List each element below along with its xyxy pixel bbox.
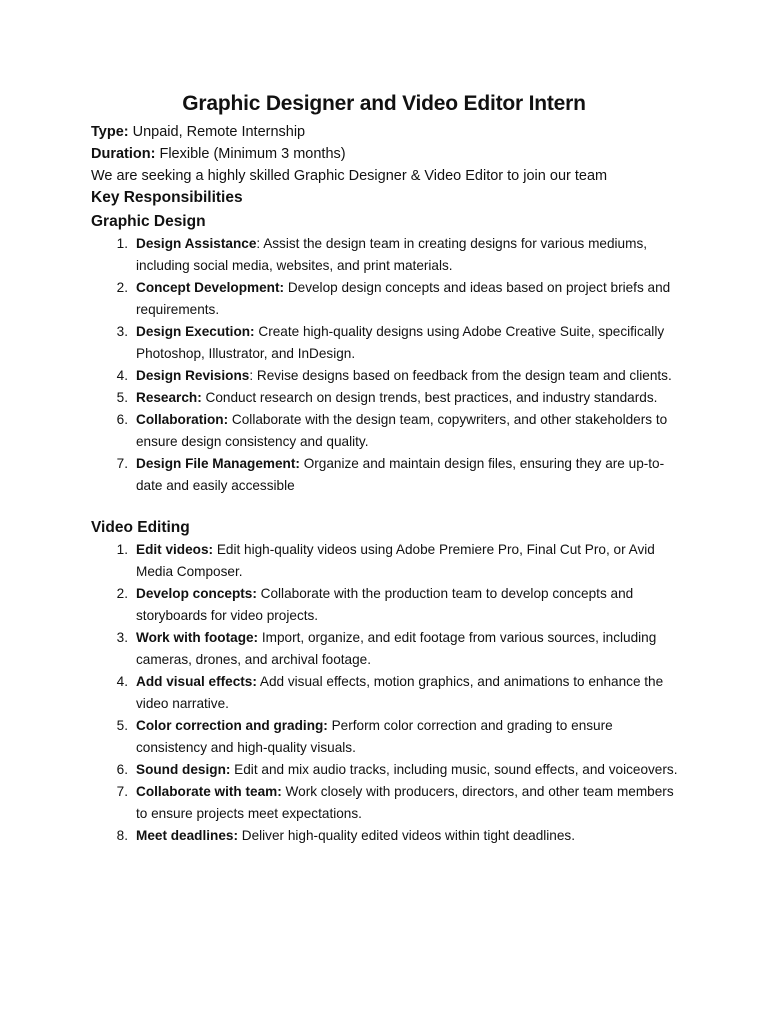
item-number: 6. xyxy=(116,762,128,777)
item-title: Add visual effects: xyxy=(136,674,257,689)
item-number: 5. xyxy=(116,390,128,405)
duration-label: Duration: xyxy=(91,146,156,162)
item-number: 3. xyxy=(116,630,128,645)
item-number: 4. xyxy=(116,674,128,689)
item-number: 1. xyxy=(116,542,128,557)
item-title: Design Revisions xyxy=(136,368,250,383)
item-title: Collaboration: xyxy=(136,412,229,427)
item-number: 2. xyxy=(116,280,128,295)
item-title: Concept Development: xyxy=(136,280,285,295)
item-number: 7. xyxy=(116,456,128,471)
list-item xyxy=(0,825,768,847)
intro-text: We are seeking a highly skilled Graphic Designer & Video Editor to join our team xyxy=(91,168,608,184)
item-number: 4. xyxy=(116,368,128,383)
duration-value: Flexible (Minimum 3 months) xyxy=(155,146,346,162)
list-item xyxy=(0,583,768,627)
item-text: : Revise designs based on feedback from the design team and clients. xyxy=(249,368,672,383)
item-number: 2. xyxy=(116,586,128,601)
graphic-design-list xyxy=(0,233,768,497)
duration-line xyxy=(91,146,346,162)
item-text: : Assist the design team in creating designs for various mediums, including social media, websites, and print materials. xyxy=(136,236,648,273)
list-item xyxy=(0,781,768,825)
item-text: Collaborate with the design team, copywriters, and other stakeholders to ensure design consistency and quality. xyxy=(136,412,668,449)
item-number: 7. xyxy=(116,784,128,799)
list-item xyxy=(0,627,768,671)
item-title: Design Execution: xyxy=(136,324,255,339)
item-number: 1. xyxy=(116,236,128,251)
graphic-design-heading: Graphic Design xyxy=(91,213,206,230)
item-title: Meet deadlines: xyxy=(136,828,238,843)
item-text: Collaborate with the production team to develop concepts and storyboards for video projects. xyxy=(136,586,634,623)
item-text: Add visual effects, motion graphics, and animations to enhance the video narrative. xyxy=(136,674,664,711)
list-item xyxy=(0,759,768,781)
item-title: Research: xyxy=(136,390,202,405)
item-number: 3. xyxy=(116,324,128,339)
list-item xyxy=(0,671,768,715)
item-title: Collaborate with team: xyxy=(136,784,282,799)
list-item xyxy=(0,539,768,583)
type-value: Unpaid, Remote Internship xyxy=(128,124,306,140)
item-text: Import, organize, and edit footage from various sources, including cameras, drones, and archival footage. xyxy=(136,630,657,667)
item-text: Create high-quality designs using Adobe Creative Suite, specifically Photoshop, Illustrator, and InDesign. xyxy=(136,324,665,361)
item-title: Color correction and grading: xyxy=(136,718,328,733)
key-responsibilities-heading: Key Responsibilities xyxy=(91,189,243,206)
item-title: Design Assistance xyxy=(136,236,257,251)
list-item xyxy=(0,453,768,497)
item-text: Edit high-quality videos using Adobe Premiere Pro, Final Cut Pro, or Avid Media Composer. xyxy=(136,542,655,579)
item-text: Edit and mix audio tracks, including music, sound effects, and voiceovers. xyxy=(230,762,678,777)
item-text: Develop design concepts and ideas based on project briefs and requirements. xyxy=(136,280,671,317)
item-number: 5. xyxy=(116,718,128,733)
item-title: Design File Management: xyxy=(136,456,300,471)
item-text: Organize and maintain design files, ensuring they are up-to-date and easily accessible xyxy=(136,456,665,493)
list-item xyxy=(0,277,768,321)
list-item xyxy=(0,387,768,409)
list-item xyxy=(0,715,768,759)
item-title: Work with footage: xyxy=(136,630,259,645)
type-line xyxy=(91,124,305,140)
list-item xyxy=(0,409,768,453)
list-item xyxy=(0,233,768,277)
item-text: Deliver high-quality edited videos within tight deadlines. xyxy=(237,828,576,843)
page-title: Graphic Designer and Video Editor Intern xyxy=(182,92,586,115)
item-text: Conduct research on design trends, best practices, and industry standards. xyxy=(201,390,658,405)
list-item xyxy=(0,365,768,387)
type-label: Type: xyxy=(91,124,129,140)
item-title: Sound design: xyxy=(136,762,231,777)
item-text: Perform color correction and grading to ensure consistency and high-quality visuals. xyxy=(136,718,613,755)
list-item xyxy=(0,321,768,365)
video-editing-heading: Video Editing xyxy=(91,519,190,536)
item-number: 8. xyxy=(116,828,128,843)
item-title: Edit videos: xyxy=(136,542,214,557)
item-number: 6. xyxy=(116,412,128,427)
video-editing-list xyxy=(0,539,768,847)
item-text: Work closely with producers, directors, and other team members to ensure projects meet expectations. xyxy=(136,784,674,821)
item-title: Develop concepts: xyxy=(136,586,257,601)
